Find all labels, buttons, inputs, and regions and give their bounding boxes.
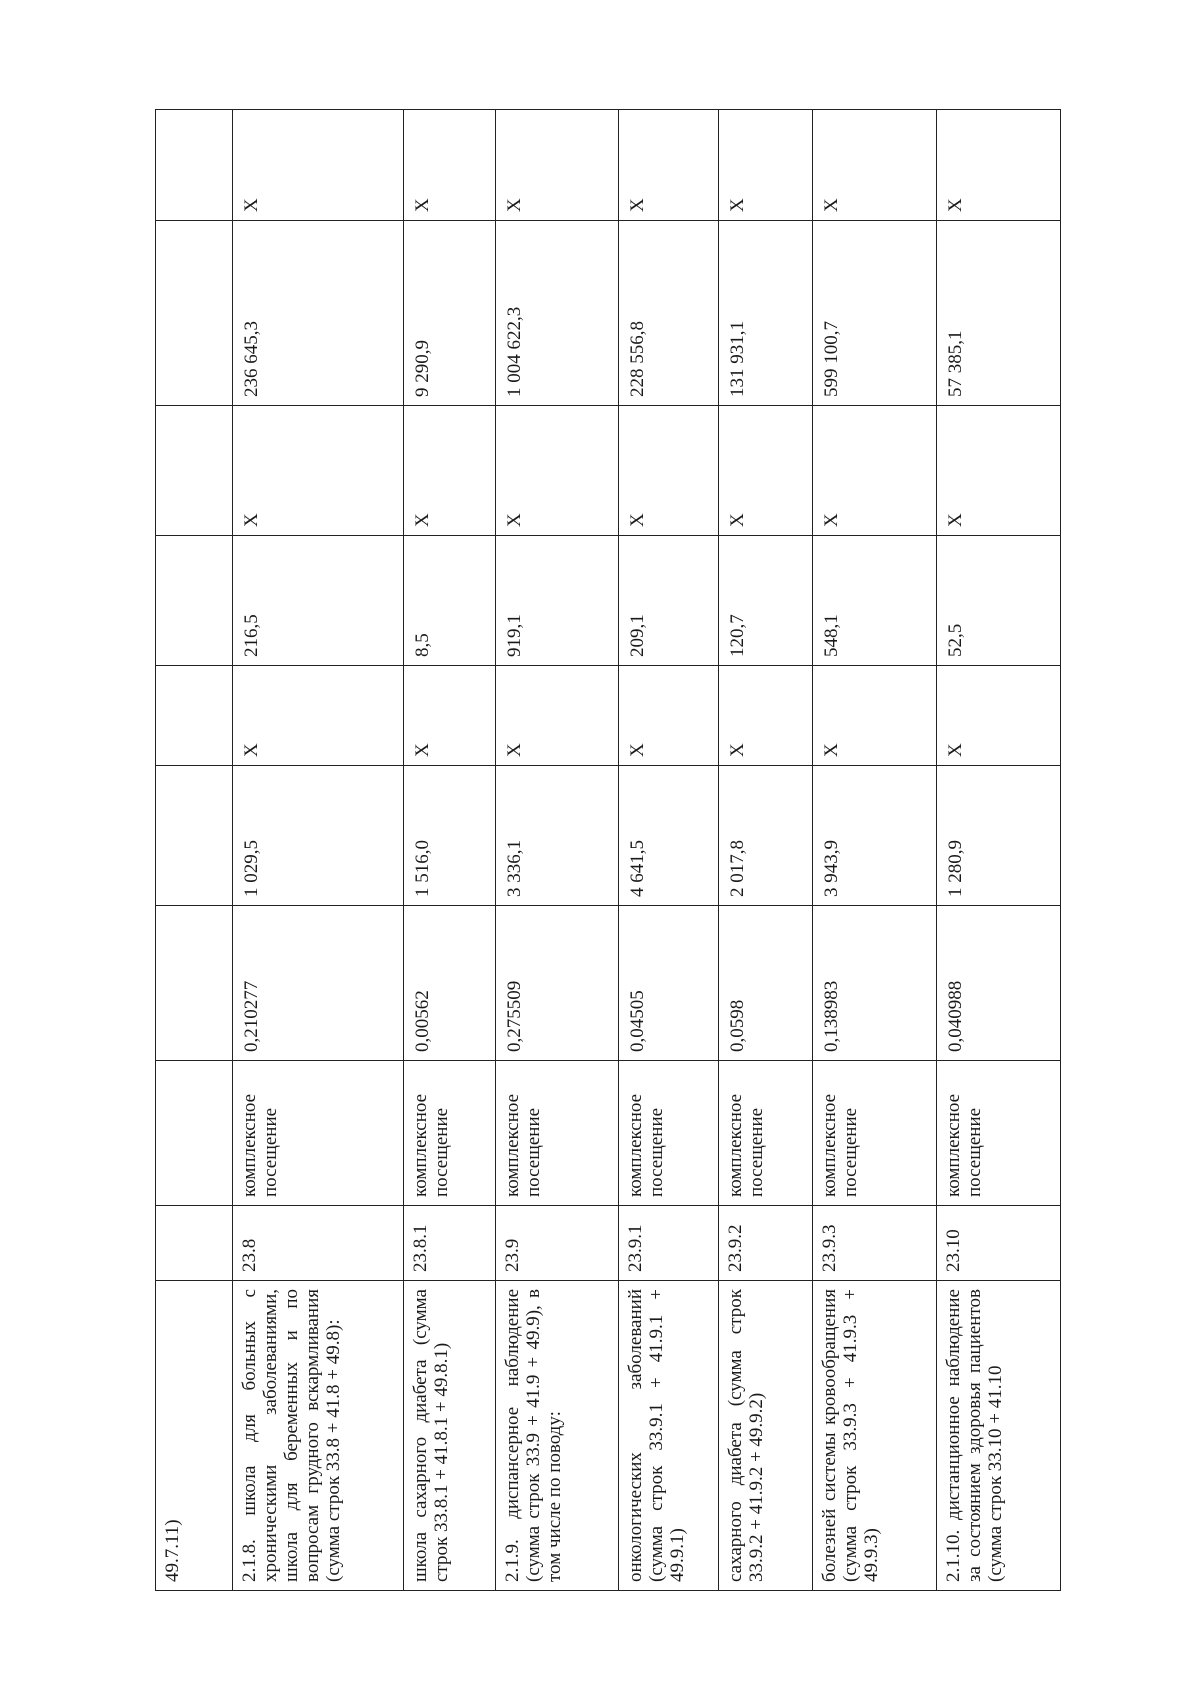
unit-cell: комплексное посещение [937,1061,1061,1206]
row-code-cell: 23.9.2 [719,1206,813,1281]
data-table [155,109,1061,1591]
row-name-cell: сахарного диабета (сумма строк 33.9.2 + 41.9.2 + 49.9.2) [719,1281,813,1591]
x-cell: X [937,406,1061,536]
table-row [719,110,813,1591]
row-code-cell: 23.10 [937,1206,1061,1281]
x-cell: X [813,406,937,536]
row-name-cell: онкологических заболеваний (сумма строк 33.9.1 + 41.9.1 + 49.9.1) [619,1281,719,1591]
x-cell: X [937,666,1061,766]
x-cell: X [813,666,937,766]
x-cell: X [404,406,496,536]
row-code-cell: 23.9 [496,1206,619,1281]
unit-cell: комплексное посещение [719,1061,813,1206]
table-row [937,110,1061,1591]
row-code-cell: 23.8 [233,1206,404,1281]
x-cell: X [813,110,937,221]
norm-cell: 0,0598 [719,906,813,1061]
amount-cell: 209,1 [619,536,719,666]
row-code-cell: 23.8.1 [404,1206,496,1281]
x-cell: X [233,406,404,536]
table-row [233,110,404,1591]
cost-cell: 3 336,1 [496,766,619,906]
total-cell: 236 645,3 [233,221,404,406]
total-cell: 9 290,9 [404,221,496,406]
rotated-table-wrapper [155,110,1060,1591]
x-cell: X [619,666,719,766]
table-row [496,110,619,1591]
row-name-cell: школа сахарного диабета (сумма строк 33.8.1 + 41.8.1 + 49.8.1) [404,1281,496,1591]
amount-cell: 919,1 [496,536,619,666]
unit-cell: комплексное посещение [233,1061,404,1206]
total-cell: 131 931,1 [719,221,813,406]
row-name-cell: болезней системы кровообращения (сумма строк 33.9.3 + 41.9.3 + 49.9.3) [813,1281,937,1591]
x-cell: X [719,406,813,536]
norm-cell: 0,275509 [496,906,619,1061]
cost-cell: 3 943,9 [813,766,937,906]
row-name-cell: 49.7.11) [156,1281,233,1591]
x-cell: X [404,666,496,766]
total-cell: 1 004 622,3 [496,221,619,406]
total-cell: 57 385,1 [937,221,1061,406]
x-cell: X [619,110,719,221]
cost-cell: 1 280,9 [937,766,1061,906]
document-page [155,110,1060,1591]
x-cell: X [496,666,619,766]
amount-cell: 52,5 [937,536,1061,666]
norm-cell: 0,138983 [813,906,937,1061]
amount-cell: 216,5 [233,536,404,666]
x-cell: X [619,406,719,536]
x-cell: X [719,110,813,221]
x-cell: X [233,666,404,766]
row-name-cell: 2.1.8. школа для больных с хроническими заболеваниями, школа для беременных и по вопросам грудного вскармливания (сумма строк 33.8 + 41.8 + 49.8): [233,1281,404,1591]
x-cell: X [404,110,496,221]
row-name-cell: 2.1.10. дистанционное наблюдение за состоянием здоровья пациентов (сумма строк 33.10 + 41.10 [937,1281,1061,1591]
cost-cell: 4 641,5 [619,766,719,906]
total-cell: 228 556,8 [619,221,719,406]
unit-cell: комплексное посещение [813,1061,937,1206]
cost-cell: 2 017,8 [719,766,813,906]
row-name-cell: 2.1.9. диспансерное наблюдение (сумма строк 33.9 + 41.9 + 49.9), в том числе по поводу: [496,1281,619,1591]
norm-cell: 0,00562 [404,906,496,1061]
cost-cell: 1 029,5 [233,766,404,906]
x-cell: X [496,110,619,221]
amount-cell: 120,7 [719,536,813,666]
norm-cell: 0,040988 [937,906,1061,1061]
x-cell: X [937,110,1061,221]
amount-cell: 548,1 [813,536,937,666]
unit-cell: комплексное посещение [404,1061,496,1206]
x-cell: X [233,110,404,221]
amount-cell: 8,5 [404,536,496,666]
norm-cell: 0,210277 [233,906,404,1061]
row-code-cell: 23.9.3 [813,1206,937,1281]
norm-cell: 0,04505 [619,906,719,1061]
table-row [813,110,937,1591]
cost-cell: 1 516,0 [404,766,496,906]
table-row [619,110,719,1591]
x-cell: X [496,406,619,536]
x-cell: X [719,666,813,766]
table-row [156,110,233,1591]
table-row [404,110,496,1591]
unit-cell: комплексное посещение [619,1061,719,1206]
row-code-cell: 23.9.1 [619,1206,719,1281]
unit-cell: комплексное посещение [496,1061,619,1206]
total-cell: 599 100,7 [813,221,937,406]
